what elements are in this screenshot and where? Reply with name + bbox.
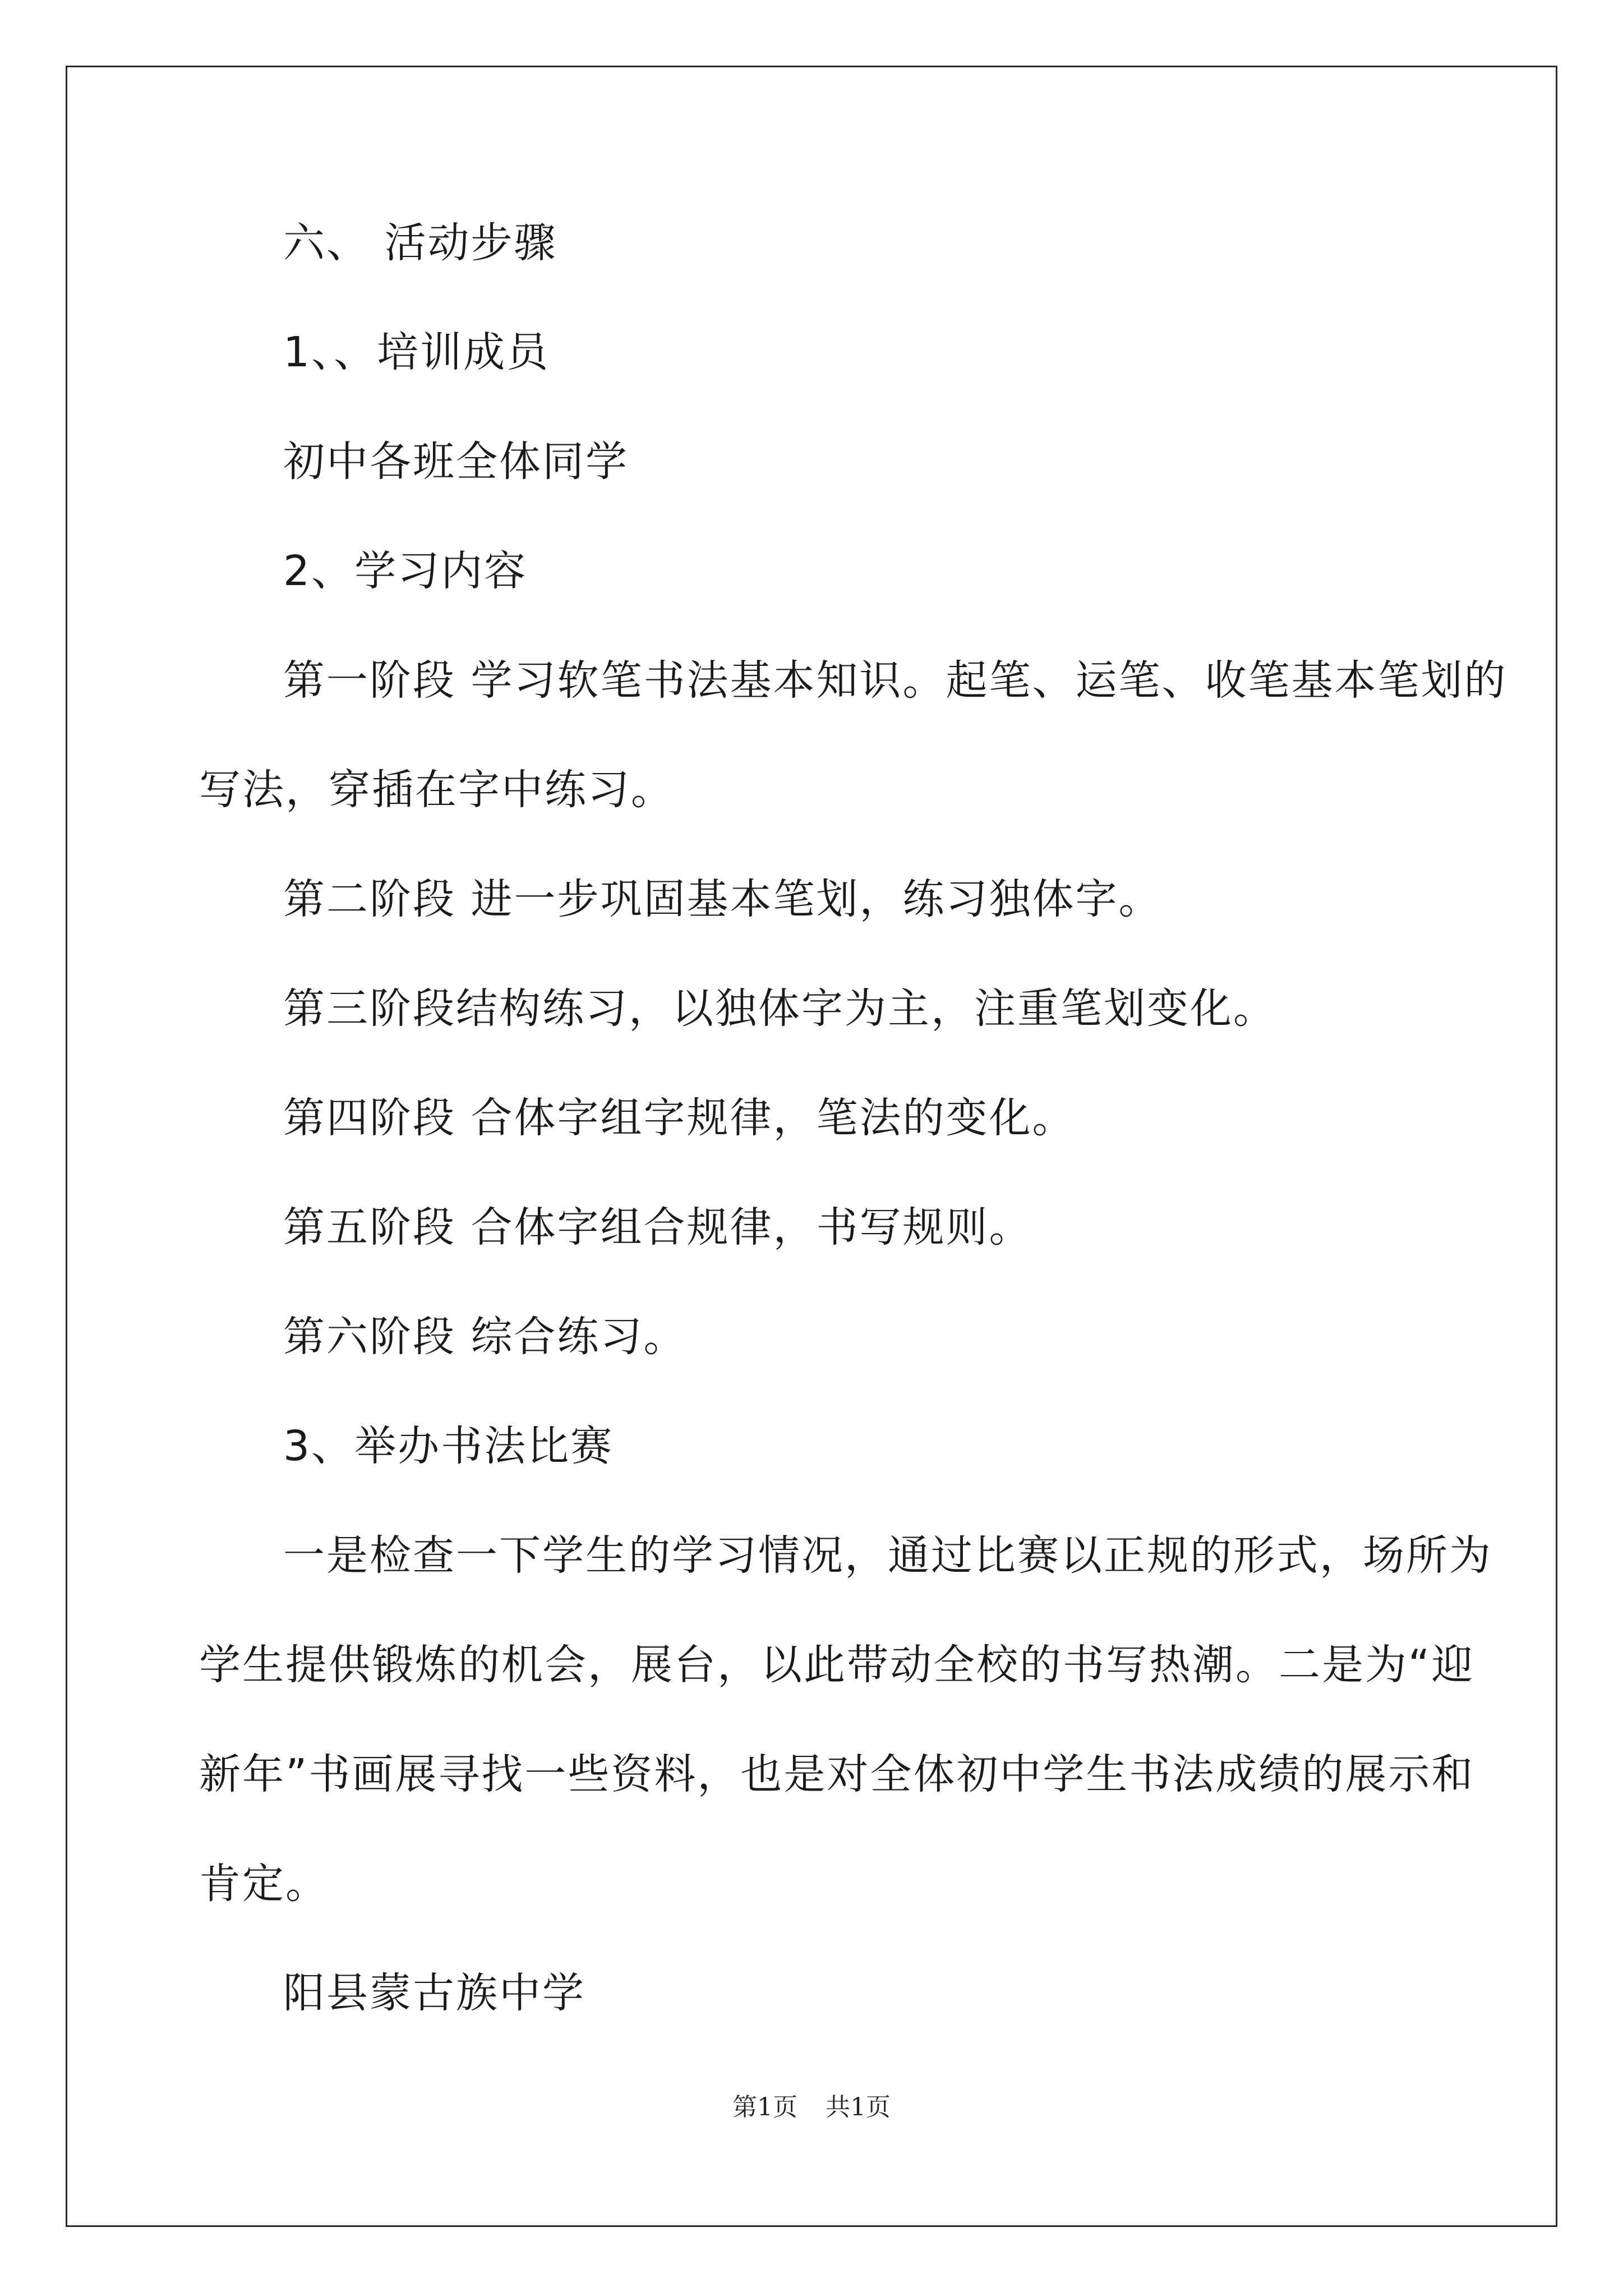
page-footer [0, 2087, 1623, 2123]
item1-body: 初中各班全体同学 [283, 438, 629, 486]
stage2: 第二阶段 进一步巩固基本笔划，练习独体字。 [283, 875, 1162, 923]
item3-line2: 学生提供锻炼的机会，展台，以此带动全校的书写热潮。二是为“迎 [199, 1641, 1475, 1689]
item2-title: 2、学习内容 [283, 547, 528, 595]
stage3: 第三阶段结构练习，以独体字为主，注重笔划变化。 [283, 984, 1276, 1033]
stage5: 第五阶段 合体字组合规律，书写规则。 [283, 1203, 1032, 1251]
stage1-line2: 写法，穿插在字中练习。 [199, 766, 674, 814]
page-number: 第1页 [732, 2093, 797, 2122]
signature: 阳县蒙古族中学 [283, 1969, 585, 2017]
stage4: 第四阶段 合体字组字规律，笔法的变化。 [283, 1094, 1076, 1142]
item3-line3: 新年”书画展寻找一些资料，也是对全体初中学生书法成绩的展示和 [199, 1750, 1475, 1798]
page-total: 共1页 [826, 2093, 891, 2122]
item3-line1: 一是检查一下学生的学习情况，通过比赛以正规的形式，场所为 [283, 1531, 1492, 1580]
item1-title: 1、、培训成员 [283, 328, 550, 376]
stage6: 第六阶段 综合练习。 [283, 1313, 687, 1361]
item3-title: 3、举办书法比赛 [283, 1422, 614, 1470]
stage1-line1: 第一阶段 学习软笔书法基本知识。起笔、运笔、收笔基本笔划的 [283, 656, 1507, 705]
item3-line4: 肯定。 [199, 1860, 329, 1908]
section-heading: 六、 活动步骤 [283, 219, 557, 267]
